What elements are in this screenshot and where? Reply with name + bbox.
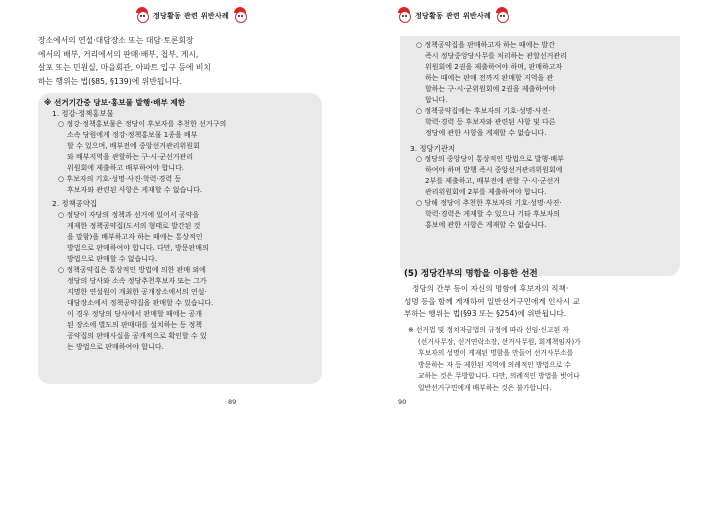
text-line: 홍보에 관한 사항은 게재할 수 없습니다. [425,221,547,230]
subsection-title: 1. 정강·정책홍보물 [52,109,114,119]
page-header [396,6,510,26]
mascot-icon [494,7,510,25]
header-title: 정당활동 관련 위반사례 [153,12,230,20]
text-line: 지명한 연설원이 개최한 공개장소에서의 연설· [67,287,207,296]
text-line: 정당에 관한 사항을 게재할 수 없습니다. [425,129,547,137]
box-title: ※ 선거기간중 당보·홍보물 발행·배부 제한 [44,98,186,107]
text-line: 공약집의 판매사실을 공개적으로 확인할 수 있 [67,331,207,340]
mascot-icon [134,7,150,25]
list-item [416,106,678,139]
list-item [58,210,320,265]
text-line: 하여야 하며 발행 즉시 중앙선거관리위원회에 [425,166,563,175]
text-line: ○ 정당이 자당의 정책과 선거에 있어서 공약을 [58,210,200,219]
text-line: 정당의 간부 등이 자신의 명함에 후보자의 직책· [412,284,569,293]
list-item [58,265,320,353]
text-line: 하는 행위는 법(§85, §139)에 위반됩니다. [38,76,182,86]
text-line: 후보자와 관련된 사항은 게재할 수 없습니다. [67,186,203,195]
list-item [416,198,678,231]
mascot-icon [396,7,412,25]
text-line: ○ 정당의 중앙당이 통상적인 방법으로 발행·배부 [416,155,564,164]
note-block [408,325,698,395]
text-line: 정당의 당사와 소속 정당추천후보자 또는 그가 [67,276,207,285]
text-line: (선거사무장, 선거연락소장, 선거사무원, 회계책임자)가 [418,337,581,346]
text-line: ○ 정책공약집을 판매하고자 하는 때에는 발간 [416,41,555,49]
intro-paragraph [38,34,328,88]
text-line: 합니다. [425,96,448,104]
header-title: 정당활동 관련 위반사례 [415,12,492,20]
subsection-title: 2. 정책공약집 [52,199,98,209]
page-header [134,6,248,26]
list-item [416,40,678,106]
section-body [404,283,694,321]
mascot-icon [232,7,248,25]
text-line: 게재한 정책공약집(도서의 형태로 발간된 것 [67,221,201,230]
text-line: 방법으로 판매하여야 합니다. 다만, 방문판매의 [67,243,209,252]
subsection-title: 3. 정당기관지 [410,144,456,153]
text-line: 대담장소에서 정책공약집을 판매할 수 있습니다. [67,298,214,307]
text-line: ○ 정강·정책홍보물은 정당이 후보자를 추천한 선거구의 [58,120,227,129]
text-line: 소속 당원에게 정강·정책홍보물 1종을 배부 [67,131,198,140]
text-line: 할하는 구·시·군위원회에 2권을 제출하여야 [425,85,556,93]
list-item [58,174,320,196]
text-line: 2부를 제출하고, 배부전에 관할 구·시·군선거 [425,177,560,186]
text-line: ○ 후보자의 기호·성명·사진·학력·경력 등 [58,175,182,184]
text-line: 에서의 배부, 거리에서의 판매·배부, 첩부, 게시, [38,49,199,59]
text-line: 후보자의 성명이 게재된 명함을 만들어 선거사무소를 [418,349,574,358]
right-page [360,0,720,509]
text-line: 이 경우 정당의 당사에서 판매할 때에는 공개 [67,309,203,318]
text-line: 학력·경력 등 후보자와 관련된 사항 및 다른 [425,118,556,126]
text-line: 는 방법으로 판매하여야 합니다. [67,342,164,351]
text-line: 위원회에 제출하고 배부하여야 합니다. [67,164,185,173]
text-line: 관리위원회에 2부를 제출하여야 합니다. [425,188,547,197]
text-line: ○ 당해 정당이 추천한 후보자의 기호·성명·사진· [416,199,562,208]
text-line: 즉시 정당중앙당사무를 처리하는 관할선거관리 [425,52,567,60]
section-heading: (5) 정당간부의 명함을 이용한 선전 [404,269,538,279]
text-line: 할 수 있으며, 배부전에 중앙선거관리위원회 [67,142,200,151]
box-content [410,40,678,231]
text-line: 을 말함)을 배부하고자 하는 때에는 통상적인 [67,232,203,241]
page-number: 89 [228,398,237,406]
text-line: 학력·경력은 게재할 수 있으나 기타 후보자의 [425,210,561,219]
text-line: 일반선거구민에게 배부하는 것은 불가합니다. [418,383,552,392]
text-line: 부하는 행위는 법(§93 또는 §254)에 위반됩니다. [404,309,567,318]
text-line: ○ 정책공약집에는 후보자의 기호·성명·사진· [416,107,551,115]
text-line: 된 장소에 별도의 판매대를 설치하는 등 정책 [67,320,203,329]
text-line: ※ 선거법 및 정치자금법의 규정에 따라 선임·신고된 자 [408,326,569,334]
list-item [416,154,678,198]
text-line: 위원회에 2권을 제출하여야 하며, 판매하고자 [425,63,563,71]
text-line: 와 배부지역을 관할하는 구·시·군선거관리 [67,153,194,162]
page-number: 90 [398,398,407,406]
text-line: 방법으로 판매할 수 없습니다. [67,254,158,263]
text-line: 성명 등을 함께 게재하여 일반선거구민에게 인사시 교 [404,296,580,306]
text-line: 교하는 것은 무방합니다. 다만, 의례적인 방법을 벗어나 [418,372,580,381]
list-item [58,119,320,174]
text-line: 하는 때에는 판매 전까지 판매할 지역을 관 [425,74,554,82]
box-content [44,97,320,353]
text-line: 방문하는 자 등 제한된 지역에 의례적인 방법으로 수 [418,360,572,369]
text-line: ○ 정책공약집은 통상적인 방법에 의한 판매 외에 [58,265,206,274]
text-line: 장소에서의 연설·대담장소 또는 대담·토론회장 [38,36,194,45]
text-line: 살포 또는 민원실, 마을회관, 아파트 입구 등에 비치 [38,63,211,72]
